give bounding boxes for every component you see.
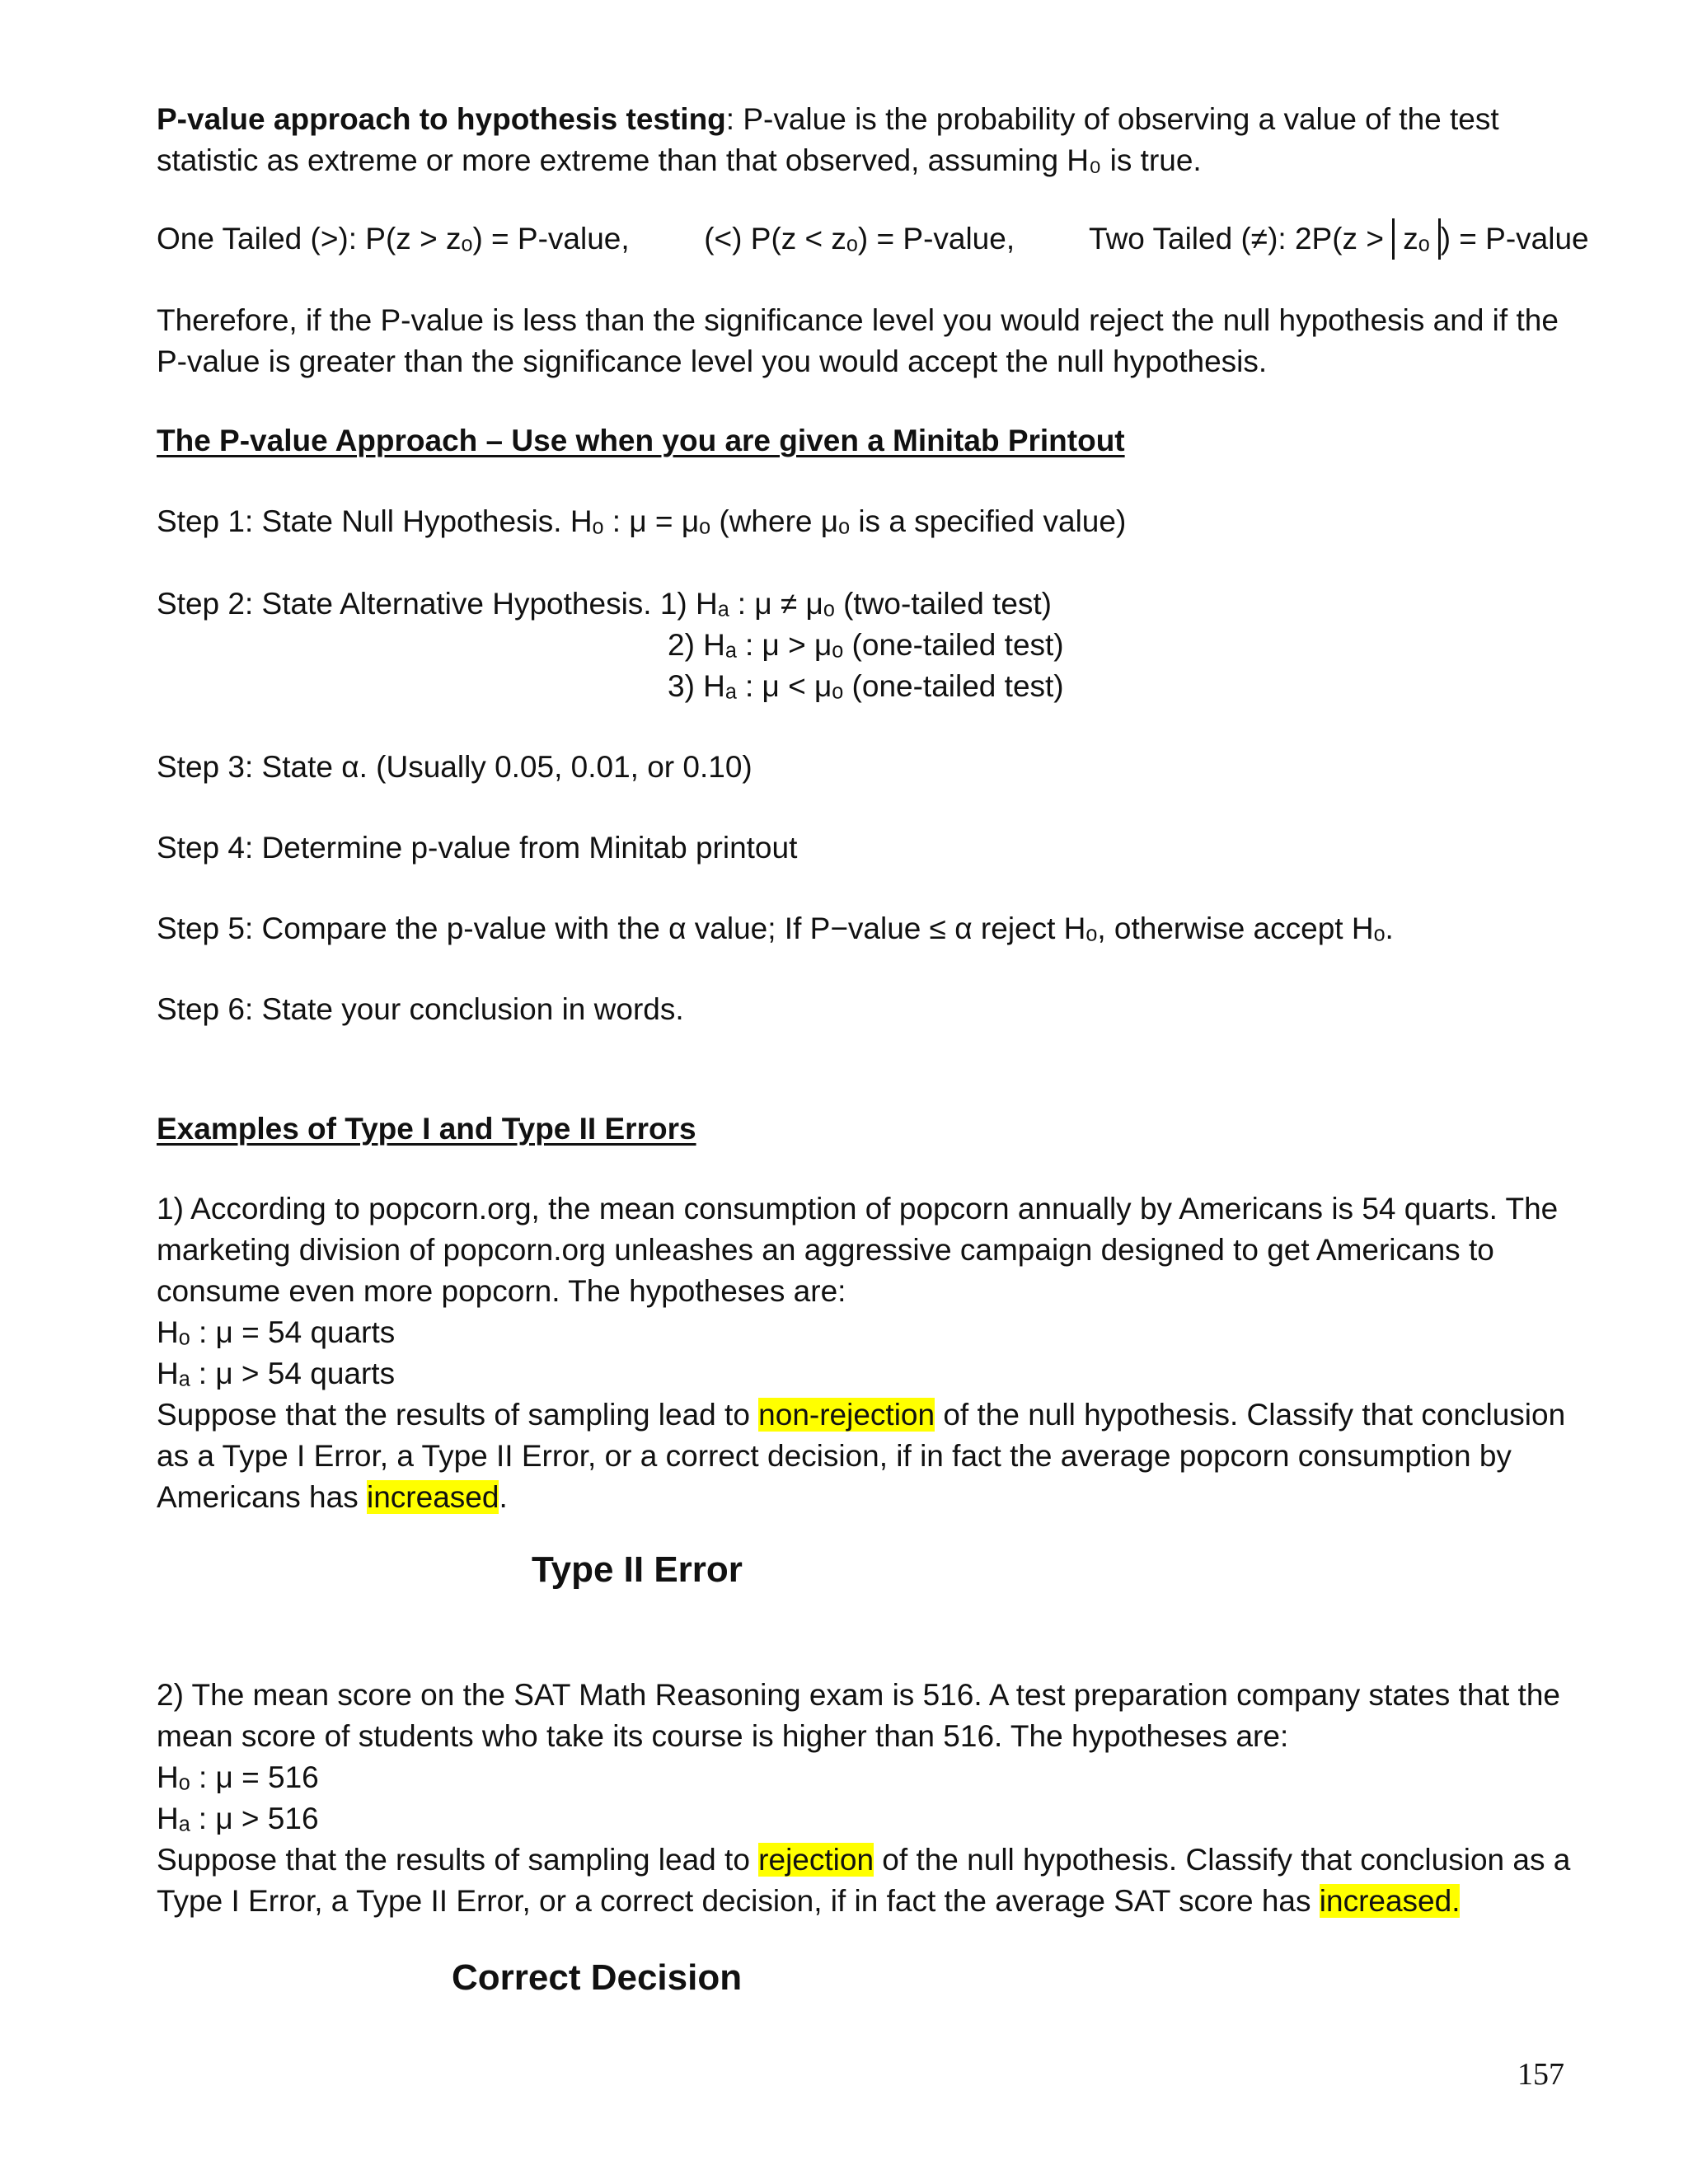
step-2-line-1: Step 2: State Alternative Hypothesis. 1) Hₐ : μ ≠ μₒ (two-tailed test) <box>157 587 1053 621</box>
example-1-null-hypothesis: Hₒ : μ = 54 quarts <box>157 1315 396 1349</box>
example-2-paragraph: 2) The mean score on the SAT Math Reasoning exam is 516. A test preparation company states that the mean score of students who take its course is higher than 516. The hypotheses are: <box>157 1678 1560 1753</box>
highlight-increased: increased <box>367 1480 499 1514</box>
example-1-paragraph: 1) According to popcorn.org, the mean consumption of popcorn annually by Americans is 54 quarts. The marketing division of popcorn.org unleashes an aggressive campaign designed to get Americans to consume even more popcorn. The hypotheses are: <box>157 1192 1559 1308</box>
example-2-answer: Correct Decision <box>452 1957 743 1998</box>
step-2-line-2: 2) Hₐ : μ > μₒ (one-tailed test) <box>668 628 1064 662</box>
intro-term: P-value approach to hypothesis testing <box>157 102 726 136</box>
page-number: 157 <box>1517 2057 1564 2092</box>
step-6: Step 6: State your conclusion in words. <box>157 992 684 1026</box>
step-4: Step 4: Determine p-value from Minitab printout <box>157 831 798 865</box>
intro-definition: : P-value is the probability of observing a value of the test statistic as extreme or more extreme than that observed, assuming H₀ is true. <box>157 102 1499 177</box>
highlight-increased-2: increased. <box>1319 1884 1461 1918</box>
example-1-question: Suppose that the results of sampling lead to non-rejection of the null hypothesis. Classify that conclusion as a Type I Error, a Type II Error, or a correct decision, if in fact the average popcorn consumption by Americans has increased. <box>157 1398 1566 1514</box>
example-1-answer: Type II Error <box>532 1549 743 1590</box>
highlight-rejection: rejection <box>758 1843 874 1877</box>
example-1-alt-hypothesis: Hₐ : μ > 54 quarts <box>157 1357 396 1390</box>
absolute-value-z: zₒ <box>1392 218 1440 260</box>
example-1 <box>157 1188 1591 1518</box>
approach-heading: The P-value Approach – Use when you are given a Minitab Printout <box>157 424 1125 457</box>
step-3: Step 3: State α. (Usually 0.05, 0.01, or 0.10) <box>157 750 753 784</box>
highlight-non-rejection: non-rejection <box>758 1398 935 1432</box>
errors-heading: Examples of Type I and Type II Errors <box>157 1112 696 1146</box>
example-2-question: Suppose that the results of sampling lead to rejection of the null hypothesis. Classify that conclusion as a Type I Error, a Type II Error, or a correct decision, if in fact the average SAT score has increased. <box>157 1843 1571 1918</box>
intro-paragraph <box>157 99 1591 181</box>
two-tailed-formula: Two Tailed (≠): 2P(z > zₒ ) = P-value <box>1089 222 1589 255</box>
example-2 <box>157 1675 1591 1922</box>
example-2-alt-hypothesis: Hₐ : μ > 516 <box>157 1802 319 1835</box>
step-5: Step 5: Compare the p-value with the α value; If P−value ≤ α reject Hₒ, otherwise accept Hₒ. <box>157 912 1394 945</box>
step-1: Step 1: State Null Hypothesis. Hₒ : μ = μₒ (where μₒ is a specified value) <box>157 504 1127 538</box>
example-2-null-hypothesis: Hₒ : μ = 516 <box>157 1760 319 1794</box>
one-tailed-greater: One Tailed (>): P(z > zₒ) = P-value, <box>157 222 630 255</box>
step-2-line-3: 3) Hₐ : μ < μₒ (one-tailed test) <box>668 669 1064 703</box>
tail-formulas <box>157 218 1591 260</box>
therefore-paragraph: Therefore, if the P-value is less than the significance level you would reject the null hypothesis and if the P-value is greater than the significance level you would accept the null hypothesis. <box>157 303 1559 378</box>
one-tailed-less: (<) P(z < zₒ) = P-value, <box>704 222 1015 255</box>
